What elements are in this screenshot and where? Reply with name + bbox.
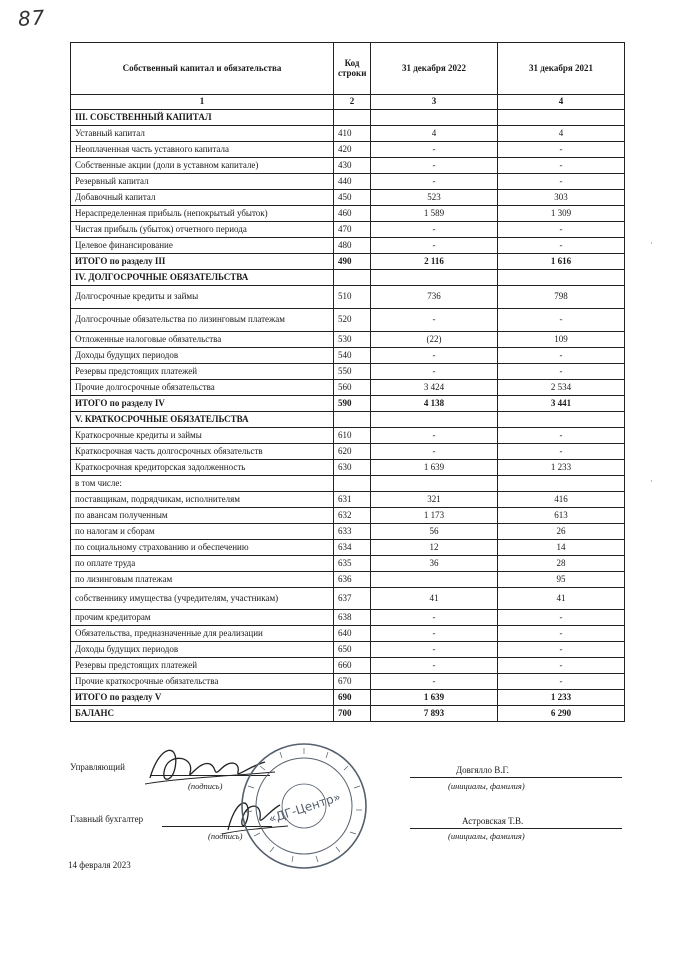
row-value-2022: - — [371, 158, 498, 174]
row-label: Резервы предстоящих платежей — [71, 364, 334, 380]
row-label: V. КРАТКОСРОЧНЫЕ ОБЯЗАТЕЛЬСТВА — [71, 412, 334, 428]
row-value-2022: (22) — [371, 332, 498, 348]
row-value-2021: - — [498, 174, 625, 190]
table-row — [71, 142, 625, 158]
row-label: поставщикам, подрядчикам, исполнителям — [71, 492, 334, 508]
signature-caption: (подпись) — [188, 781, 223, 791]
row-code — [334, 476, 371, 492]
table-row — [71, 572, 625, 588]
row-label: Доходы будущих периодов — [71, 348, 334, 364]
column-number: 3 — [371, 95, 498, 110]
row-value-2021: - — [498, 674, 625, 690]
accountant-name: Астровская Т.В. — [462, 816, 524, 826]
row-value-2022: - — [371, 610, 498, 626]
row-label: Краткосрочные кредиты и займы — [71, 428, 334, 444]
row-value-2021: - — [498, 444, 625, 460]
row-value-2021 — [498, 110, 625, 126]
row-value-2022: - — [371, 364, 498, 380]
table-row — [71, 540, 625, 556]
row-code: 635 — [334, 556, 371, 572]
table-row — [71, 254, 625, 270]
row-code: 700 — [334, 706, 371, 722]
row-code: 440 — [334, 174, 371, 190]
column-number: 1 — [71, 95, 334, 110]
row-value-2022: 36 — [371, 556, 498, 572]
row-code: 640 — [334, 626, 371, 642]
row-code: 510 — [334, 286, 371, 309]
row-value-2022: - — [371, 428, 498, 444]
accountant-signature-line — [162, 826, 272, 827]
table-row — [71, 690, 625, 706]
table-row — [71, 492, 625, 508]
row-value-2021: 41 — [498, 588, 625, 610]
row-value-2021: 613 — [498, 508, 625, 524]
row-value-2022 — [371, 110, 498, 126]
row-value-2022: - — [371, 309, 498, 332]
row-label: ИТОГО по разделу V — [71, 690, 334, 706]
row-label: Доходы будущих периодов — [71, 642, 334, 658]
row-code: 420 — [334, 142, 371, 158]
manager-label: Управляющий — [70, 762, 125, 772]
table-row — [71, 674, 625, 690]
row-value-2021: - — [498, 142, 625, 158]
row-code: 610 — [334, 428, 371, 444]
row-code: 430 — [334, 158, 371, 174]
row-value-2021: 26 — [498, 524, 625, 540]
row-label: в том числе: — [71, 476, 334, 492]
row-label: Долгосрочные кредиты и займы — [71, 286, 334, 309]
row-code: 633 — [334, 524, 371, 540]
row-code — [334, 270, 371, 286]
row-label: Резервы предстоящих платежей — [71, 658, 334, 674]
row-value-2022: 4 — [371, 126, 498, 142]
table-row — [71, 309, 625, 332]
row-value-2021 — [498, 412, 625, 428]
row-value-2022 — [371, 572, 498, 588]
row-value-2021: 1 233 — [498, 690, 625, 706]
row-value-2021: - — [498, 238, 625, 254]
row-label: по лизинговым платежам — [71, 572, 334, 588]
row-value-2022: - — [371, 642, 498, 658]
table-row — [71, 238, 625, 254]
row-value-2022: - — [371, 658, 498, 674]
row-value-2021: - — [498, 626, 625, 642]
balance-sheet-table — [70, 42, 625, 722]
row-value-2021: 3 441 — [498, 396, 625, 412]
row-code: 450 — [334, 190, 371, 206]
row-code: 490 — [334, 254, 371, 270]
row-code — [334, 412, 371, 428]
table-row — [71, 396, 625, 412]
row-value-2022: - — [371, 222, 498, 238]
table-row — [71, 658, 625, 674]
row-value-2022: - — [371, 674, 498, 690]
row-label: прочим кредиторам — [71, 610, 334, 626]
row-label: Собственные акции (доли в уставном капитале) — [71, 158, 334, 174]
table-row — [71, 588, 625, 610]
row-code: 638 — [334, 610, 371, 626]
row-value-2022 — [371, 412, 498, 428]
row-value-2021: 798 — [498, 286, 625, 309]
row-label: по авансам полученным — [71, 508, 334, 524]
row-code — [334, 110, 371, 126]
row-label: Обязательства, предназначенные для реализации — [71, 626, 334, 642]
manager-signature-line — [150, 775, 270, 776]
row-label: Прочие долгосрочные обязательства — [71, 380, 334, 396]
table-row — [71, 286, 625, 309]
row-code: 637 — [334, 588, 371, 610]
table-row — [71, 364, 625, 380]
row-value-2022: - — [371, 348, 498, 364]
row-value-2022 — [371, 476, 498, 492]
manager-signature-icon — [140, 738, 280, 798]
manager-name: Довгялло В.Г. — [456, 765, 509, 775]
manager-name-line — [410, 777, 622, 778]
row-value-2021: 109 — [498, 332, 625, 348]
row-label: Неоплаченная часть уставного капитала — [71, 142, 334, 158]
signature-caption: (подпись) — [208, 831, 243, 841]
row-value-2022 — [371, 270, 498, 286]
row-label: Добавочный капитал — [71, 190, 334, 206]
row-code: 460 — [334, 206, 371, 222]
row-value-2022: 736 — [371, 286, 498, 309]
row-label: III. СОБСТВЕННЫЙ КАПИТАЛ — [71, 110, 334, 126]
table-row — [71, 380, 625, 396]
row-value-2021: 28 — [498, 556, 625, 572]
row-code: 636 — [334, 572, 371, 588]
row-code: 632 — [334, 508, 371, 524]
table-row — [71, 460, 625, 476]
row-code: 550 — [334, 364, 371, 380]
header-line-code: Код строки — [334, 43, 371, 95]
row-value-2022: 1 173 — [371, 508, 498, 524]
initials-caption: (инициалы, фамилия) — [448, 831, 525, 841]
table-row — [71, 190, 625, 206]
accountant-name-line — [410, 828, 622, 829]
row-label: собственнику имущества (учредителям, участникам) — [71, 588, 334, 610]
initials-caption: (инициалы, фамилия) — [448, 781, 525, 791]
table-row — [71, 642, 625, 658]
table-row — [71, 158, 625, 174]
row-value-2022: - — [371, 238, 498, 254]
header-2021: 31 декабря 2021 — [498, 43, 625, 95]
accountant-label: Главный бухгалтер — [70, 814, 144, 824]
row-code: 470 — [334, 222, 371, 238]
row-label: Прочие краткосрочные обязательства — [71, 674, 334, 690]
row-value-2021: 303 — [498, 190, 625, 206]
row-code: 631 — [334, 492, 371, 508]
page-number: 87 — [17, 5, 47, 31]
row-label: Уставный капитал — [71, 126, 334, 142]
header-2022: 31 декабря 2022 — [371, 43, 498, 95]
row-value-2022: 56 — [371, 524, 498, 540]
margin-mark: · — [650, 476, 653, 486]
row-code: 590 — [334, 396, 371, 412]
row-code: 660 — [334, 658, 371, 674]
column-number: 4 — [498, 95, 625, 110]
row-code: 670 — [334, 674, 371, 690]
row-value-2021: 14 — [498, 540, 625, 556]
table-row — [71, 412, 625, 428]
row-value-2022: 1 639 — [371, 690, 498, 706]
accountant-signature-icon — [220, 790, 290, 840]
row-value-2021: 416 — [498, 492, 625, 508]
row-value-2022: - — [371, 626, 498, 642]
row-value-2021: - — [498, 222, 625, 238]
row-code: 480 — [334, 238, 371, 254]
row-value-2021 — [498, 476, 625, 492]
row-value-2022: 7 893 — [371, 706, 498, 722]
row-value-2022: - — [371, 174, 498, 190]
row-code: 690 — [334, 690, 371, 706]
row-value-2022: 3 424 — [371, 380, 498, 396]
row-value-2021 — [498, 270, 625, 286]
row-label: ИТОГО по разделу III — [71, 254, 334, 270]
row-value-2021: 6 290 — [498, 706, 625, 722]
table-row — [71, 626, 625, 642]
table-row — [71, 270, 625, 286]
table-row — [71, 332, 625, 348]
table-row — [71, 110, 625, 126]
row-label: по социальному страхованию и обеспечению — [71, 540, 334, 556]
row-value-2021: 95 — [498, 572, 625, 588]
row-value-2021: 1 309 — [498, 206, 625, 222]
row-value-2022: 1 589 — [371, 206, 498, 222]
row-label: Долгосрочные обязательства по лизинговым платежам — [71, 309, 334, 332]
row-label: Целевое финансирование — [71, 238, 334, 254]
row-label: по оплате труда — [71, 556, 334, 572]
seal-text: «ДГ-Центр» — [266, 789, 343, 827]
row-label: Отложенные налоговые обязательства — [71, 332, 334, 348]
table-row — [71, 706, 625, 722]
row-value-2021: - — [498, 309, 625, 332]
row-code: 410 — [334, 126, 371, 142]
row-value-2021: - — [498, 158, 625, 174]
row-label: Краткосрочная часть долгосрочных обязательств — [71, 444, 334, 460]
row-code: 560 — [334, 380, 371, 396]
table-row — [71, 476, 625, 492]
row-value-2021: - — [498, 428, 625, 444]
row-value-2021: - — [498, 364, 625, 380]
row-value-2022: 321 — [371, 492, 498, 508]
row-value-2021: - — [498, 348, 625, 364]
row-value-2022: 2 116 — [371, 254, 498, 270]
row-value-2021: - — [498, 658, 625, 674]
row-value-2022: 41 — [371, 588, 498, 610]
row-code: 540 — [334, 348, 371, 364]
company-seal-icon — [238, 740, 370, 872]
table-row — [71, 206, 625, 222]
table-row — [71, 126, 625, 142]
table-row — [71, 610, 625, 626]
row-value-2021: 1 616 — [498, 254, 625, 270]
header-liabilities: Собственный капитал и обязательства — [71, 43, 334, 95]
row-value-2021: - — [498, 642, 625, 658]
table-row — [71, 524, 625, 540]
column-number: 2 — [334, 95, 371, 110]
row-code: 620 — [334, 444, 371, 460]
row-value-2022: 1 639 — [371, 460, 498, 476]
row-value-2021: 4 — [498, 126, 625, 142]
row-value-2022: 523 — [371, 190, 498, 206]
row-code: 520 — [334, 309, 371, 332]
row-value-2021: 2 534 — [498, 380, 625, 396]
row-code: 530 — [334, 332, 371, 348]
row-value-2022: - — [371, 444, 498, 460]
row-value-2022: 12 — [371, 540, 498, 556]
row-value-2022: 4 138 — [371, 396, 498, 412]
table-row — [71, 348, 625, 364]
row-label: IV. ДОЛГОСРОЧНЫЕ ОБЯЗАТЕЛЬСТВА — [71, 270, 334, 286]
row-label: Чистая прибыль (убыток) отчетного периода — [71, 222, 334, 238]
table-row — [71, 428, 625, 444]
table-row — [71, 556, 625, 572]
row-value-2021: 1 233 — [498, 460, 625, 476]
row-value-2021: - — [498, 610, 625, 626]
row-label: Краткосрочная кредиторская задолженность — [71, 460, 334, 476]
row-label: ИТОГО по разделу IV — [71, 396, 334, 412]
row-label: по налогам и сборам — [71, 524, 334, 540]
table-row — [71, 444, 625, 460]
table-row — [71, 222, 625, 238]
table-row — [71, 174, 625, 190]
row-label: Резервный капитал — [71, 174, 334, 190]
table-row — [71, 508, 625, 524]
row-value-2022: - — [371, 142, 498, 158]
row-code: 634 — [334, 540, 371, 556]
row-label: БАЛАНС — [71, 706, 334, 722]
document-date: 14 февраля 2023 — [68, 860, 131, 870]
margin-mark: · — [650, 238, 653, 248]
row-code: 650 — [334, 642, 371, 658]
row-code: 630 — [334, 460, 371, 476]
row-label: Нераспределенная прибыль (непокрытый убыток) — [71, 206, 334, 222]
